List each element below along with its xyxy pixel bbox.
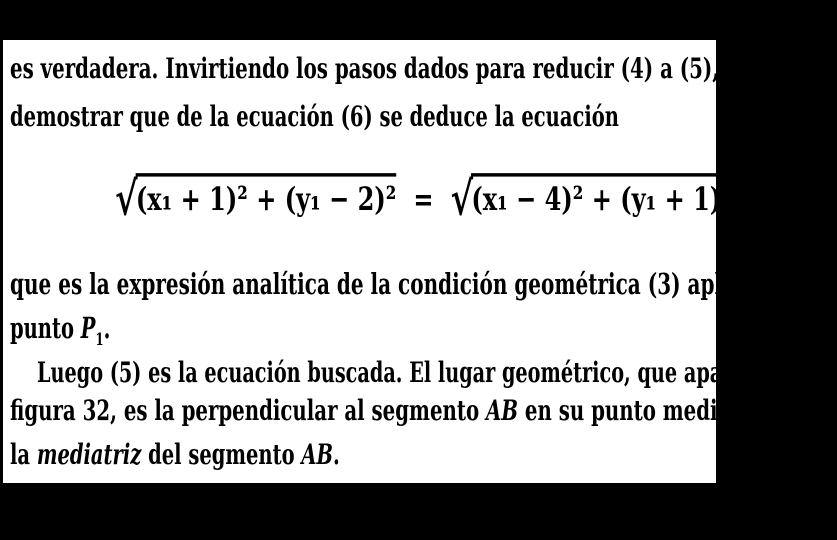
point-subscript: 1 xyxy=(95,329,104,350)
text-line-7-prefix: la xyxy=(10,438,37,471)
text-line-7-mid: del segmento xyxy=(141,438,302,471)
segment-variable-2: AB xyxy=(301,438,334,471)
text-line-2: demostrar que de la ecuación (6) se deduce la ecuación xyxy=(10,100,619,133)
left-radical xyxy=(115,172,396,226)
equation-comma: , xyxy=(740,180,749,218)
sqrt-symbol-left: √ xyxy=(115,172,138,227)
text-line-6 xyxy=(10,394,837,426)
segment-variable: AB xyxy=(486,394,519,427)
text-line-6-suffix: en su punto medio, es decir, xyxy=(518,394,837,427)
mediatriz-term: mediatriz xyxy=(36,438,142,471)
text-line-1: es verdadera. Invirtiendo los pasos dados para reducir (4) a (5), podemos xyxy=(10,52,825,85)
left-radicand: (x₁ + 1)² + (y₁ − 2)² xyxy=(136,173,396,218)
text-line-4-suffix: . xyxy=(103,312,111,346)
text-line-4 xyxy=(10,312,110,350)
document-page xyxy=(3,40,837,483)
text-line-4-prefix: punto xyxy=(10,312,81,346)
text-line-7-suffix: . xyxy=(333,438,340,471)
right-radical xyxy=(451,172,732,226)
text-line-3: que es la expresión analítica de la condición geométrica (3) aplicada al xyxy=(10,268,810,302)
point-variable: P xyxy=(80,312,96,346)
text-line-5: Luego (5) es la ecuación buscada. El lugar geométrico, que aparece en la xyxy=(37,356,829,389)
equals-sign: = xyxy=(413,180,434,218)
equation xyxy=(115,172,749,226)
text-line-7 xyxy=(10,438,340,470)
text-line-6-prefix: figura 32, es la perpendicular al segmento xyxy=(10,394,487,427)
right-radicand: (x₁ − 4)² + (y₁ + 1)² xyxy=(471,173,731,218)
sqrt-symbol-right: √ xyxy=(450,172,474,227)
